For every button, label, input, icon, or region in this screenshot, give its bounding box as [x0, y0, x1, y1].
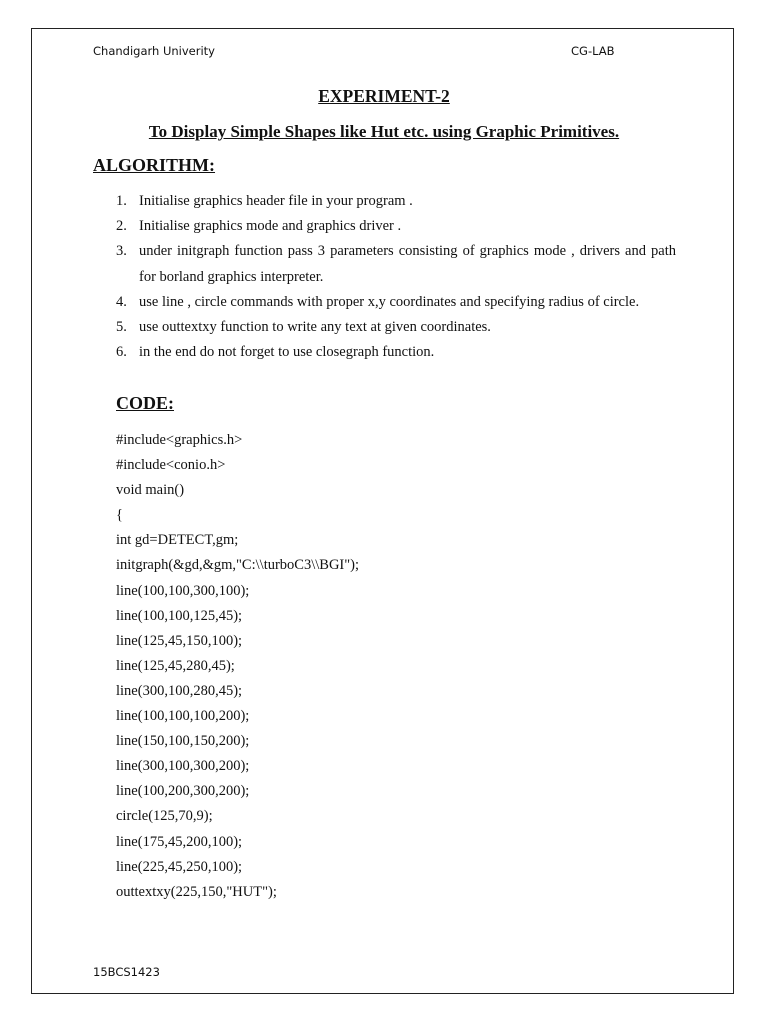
code-line: line(300,100,300,200);	[116, 758, 250, 775]
list-item	[116, 239, 676, 289]
code-line: outtextxy(225,150,"HUT");	[116, 883, 277, 900]
code-line: line(100,100,100,200);	[116, 708, 250, 725]
code-line: int gd=DETECT,gm;	[116, 532, 239, 549]
code-line: line(175,45,200,100);	[116, 833, 243, 850]
footer-roll-number: 15BCS1423	[93, 965, 160, 979]
code-line: line(150,100,150,200);	[116, 733, 250, 750]
step-number: 6.	[116, 344, 127, 361]
header-university: Chandigarh Univerity	[93, 44, 215, 58]
list-item	[116, 189, 676, 214]
code-line: #include<graphics.h>	[116, 432, 243, 448]
step-text: under initgraph function pass 3 parameters consisting of graphics mode , drivers and path for borland graphics interpreter.	[139, 243, 676, 285]
step-number: 2.	[116, 218, 127, 235]
experiment-title: EXPERIMENT-2	[318, 86, 450, 106]
list-item	[116, 214, 676, 239]
step-text: Initialise graphics header file in your program .	[139, 193, 413, 209]
list-item	[116, 315, 676, 340]
step-number: 5.	[116, 319, 127, 336]
header-course: CG-LAB	[571, 44, 615, 58]
code-line: circle(125,70,9);	[116, 808, 213, 825]
list-item	[116, 340, 676, 365]
code-line: line(100,100,125,45);	[116, 607, 243, 624]
step-text: use outtextxy function to write any text at given coordinates.	[139, 319, 491, 336]
code-line: line(125,45,150,100);	[116, 632, 243, 649]
code-line: #include<conio.h>	[116, 457, 226, 474]
step-text: use line , circle commands with proper x,y coordinates and specifying radius of circle.	[139, 293, 640, 310]
experiment-aim: To Display Simple Shapes like Hut etc. using Graphic Primitives.	[148, 122, 620, 141]
code-line: line(100,200,300,200);	[116, 783, 250, 800]
step-number: 3.	[116, 243, 127, 260]
code-line: initgraph(&gd,&gm,"C:\\turboC3\\BGI");	[116, 557, 360, 574]
code-line: {	[116, 507, 123, 524]
step-text: in the end do not forget to use closegraph function.	[139, 344, 435, 361]
algorithm-heading: ALGORITHM:	[93, 155, 216, 175]
code-line: void main()	[116, 482, 185, 499]
list-item	[116, 290, 676, 315]
code-line: line(300,100,280,45);	[116, 682, 243, 699]
step-number: 1.	[116, 193, 127, 209]
step-text: Initialise graphics mode and graphics driver .	[139, 218, 402, 235]
code-line: line(225,45,250,100);	[116, 858, 243, 875]
step-number: 4.	[116, 293, 127, 310]
code-line: line(125,45,280,45);	[116, 657, 235, 674]
code-line: line(100,100,300,100);	[116, 582, 250, 599]
algorithm-steps	[116, 189, 676, 365]
code-heading: CODE:	[116, 393, 174, 413]
code-listing	[116, 428, 359, 905]
